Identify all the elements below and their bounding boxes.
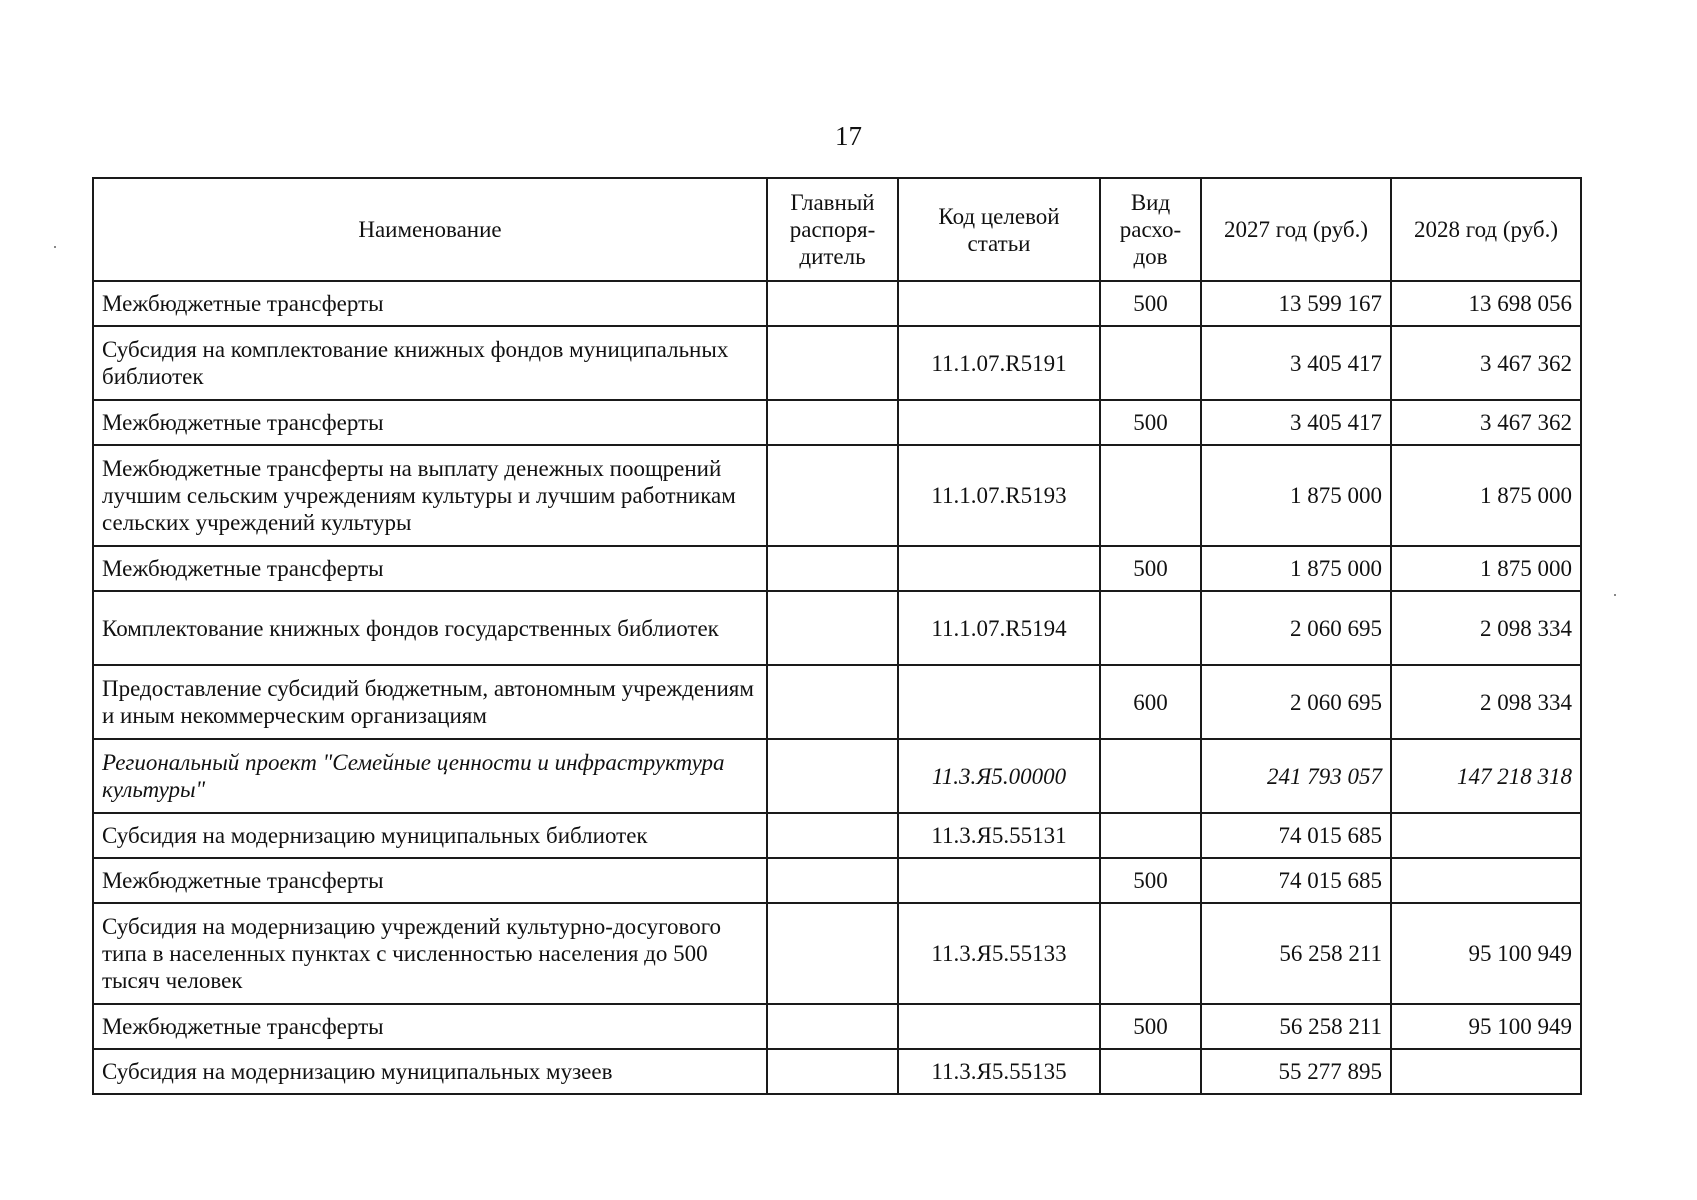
header-main-manager: Главный распоря-дитель xyxy=(767,178,898,281)
cell-amount-2028: 3 467 362 xyxy=(1391,400,1581,445)
cell-amount-2028: 95 100 949 xyxy=(1391,903,1581,1004)
cell-expense-type xyxy=(1100,739,1201,813)
cell-amount-2027: 2 060 695 xyxy=(1201,665,1391,739)
table-row xyxy=(93,281,1581,326)
table-row xyxy=(93,1004,1581,1049)
cell-target-code: 11.3.Я5.55131 xyxy=(898,813,1100,858)
cell-main-manager xyxy=(767,903,898,1004)
table-row xyxy=(93,665,1581,739)
cell-amount-2027: 1 875 000 xyxy=(1201,546,1391,591)
cell-target-code xyxy=(898,858,1100,903)
header-row xyxy=(93,178,1581,281)
cell-expense-type xyxy=(1100,1049,1201,1094)
cell-main-manager xyxy=(767,326,898,400)
table-row xyxy=(93,903,1581,1004)
cell-target-code: 11.3.Я5.55135 xyxy=(898,1049,1100,1094)
cell-target-code: 11.3.Я5.00000 xyxy=(898,739,1100,813)
cell-main-manager xyxy=(767,858,898,903)
header-year-2027: 2027 год (руб.) xyxy=(1201,178,1391,281)
table-row xyxy=(93,546,1581,591)
header-year-2028: 2028 год (руб.) xyxy=(1391,178,1581,281)
cell-name: Межбюджетные трансферты xyxy=(93,546,767,591)
cell-main-manager xyxy=(767,546,898,591)
cell-amount-2028: 13 698 056 xyxy=(1391,281,1581,326)
table-row xyxy=(93,1049,1581,1094)
cell-amount-2027: 56 258 211 xyxy=(1201,903,1391,1004)
cell-amount-2027: 74 015 685 xyxy=(1201,813,1391,858)
cell-amount-2028: 1 875 000 xyxy=(1391,445,1581,546)
page-number: 17 xyxy=(835,121,862,151)
cell-amount-2027: 241 793 057 xyxy=(1201,739,1391,813)
cell-main-manager xyxy=(767,1004,898,1049)
table-row xyxy=(93,591,1581,665)
cell-main-manager xyxy=(767,665,898,739)
cell-amount-2027: 3 405 417 xyxy=(1201,326,1391,400)
cell-expense-type xyxy=(1100,813,1201,858)
cell-name: Межбюджетные трансферты на выплату денежных поощрений лучшим сельским учреждениям культуры и лучшим работникам сельских учреждений культуры xyxy=(93,445,767,546)
cell-expense-type xyxy=(1100,445,1201,546)
cell-amount-2027: 13 599 167 xyxy=(1201,281,1391,326)
cell-main-manager xyxy=(767,591,898,665)
cell-amount-2028: 2 098 334 xyxy=(1391,591,1581,665)
cell-name: Субсидия на модернизацию муниципальных музеев xyxy=(93,1049,767,1094)
cell-name: Предоставление субсидий бюджетным, автономным учреждениям и иным некоммерческим организациям xyxy=(93,665,767,739)
cell-main-manager xyxy=(767,1049,898,1094)
scan-dot-right xyxy=(1614,594,1616,596)
cell-name: Межбюджетные трансферты xyxy=(93,1004,767,1049)
cell-expense-type: 500 xyxy=(1100,1004,1201,1049)
cell-target-code xyxy=(898,546,1100,591)
cell-amount-2028: 95 100 949 xyxy=(1391,1004,1581,1049)
cell-amount-2027: 3 405 417 xyxy=(1201,400,1391,445)
cell-main-manager xyxy=(767,400,898,445)
cell-expense-type: 500 xyxy=(1100,546,1201,591)
cell-amount-2028 xyxy=(1391,813,1581,858)
cell-expense-type xyxy=(1100,326,1201,400)
cell-main-manager xyxy=(767,739,898,813)
cell-amount-2027: 1 875 000 xyxy=(1201,445,1391,546)
cell-amount-2027: 55 277 895 xyxy=(1201,1049,1391,1094)
cell-expense-type: 500 xyxy=(1100,281,1201,326)
table-row xyxy=(93,445,1581,546)
table-row xyxy=(93,400,1581,445)
table-row xyxy=(93,326,1581,400)
cell-name: Межбюджетные трансферты xyxy=(93,281,767,326)
budget-table xyxy=(92,177,1582,1095)
cell-amount-2027: 74 015 685 xyxy=(1201,858,1391,903)
cell-amount-2027: 56 258 211 xyxy=(1201,1004,1391,1049)
cell-amount-2028: 147 218 318 xyxy=(1391,739,1581,813)
cell-name: Межбюджетные трансферты xyxy=(93,858,767,903)
cell-amount-2028 xyxy=(1391,1049,1581,1094)
cell-target-code: 11.3.Я5.55133 xyxy=(898,903,1100,1004)
table-row xyxy=(93,813,1581,858)
cell-name: Комплектование книжных фондов государственных библиотек xyxy=(93,591,767,665)
cell-amount-2028: 1 875 000 xyxy=(1391,546,1581,591)
cell-main-manager xyxy=(767,813,898,858)
header-name: Наименование xyxy=(93,178,767,281)
cell-amount-2028: 3 467 362 xyxy=(1391,326,1581,400)
cell-target-code xyxy=(898,665,1100,739)
header-expense-type: Вид расхо-дов xyxy=(1100,178,1201,281)
cell-amount-2028 xyxy=(1391,858,1581,903)
cell-target-code xyxy=(898,1004,1100,1049)
cell-name: Субсидия на комплектование книжных фондов муниципальных библиотек xyxy=(93,326,767,400)
cell-expense-type xyxy=(1100,903,1201,1004)
cell-target-code: 11.1.07.R5193 xyxy=(898,445,1100,546)
cell-target-code xyxy=(898,281,1100,326)
cell-name: Региональный проект "Семейные ценности и инфраструктура культуры" xyxy=(93,739,767,813)
cell-expense-type: 500 xyxy=(1100,858,1201,903)
cell-target-code xyxy=(898,400,1100,445)
cell-main-manager xyxy=(767,281,898,326)
table-row-regional-project xyxy=(93,739,1581,813)
cell-main-manager xyxy=(767,445,898,546)
header-target-code: Код целевой статьи xyxy=(898,178,1100,281)
cell-name: Субсидия на модернизацию учреждений культурно-досугового типа в населенных пунктах с численностью населения до 500 тысяч человек xyxy=(93,903,767,1004)
cell-expense-type xyxy=(1100,591,1201,665)
scan-dot-left xyxy=(54,246,56,248)
cell-expense-type: 500 xyxy=(1100,400,1201,445)
cell-amount-2027: 2 060 695 xyxy=(1201,591,1391,665)
cell-name: Субсидия на модернизацию муниципальных библиотек xyxy=(93,813,767,858)
cell-target-code: 11.1.07.R5194 xyxy=(898,591,1100,665)
cell-amount-2028: 2 098 334 xyxy=(1391,665,1581,739)
cell-name: Межбюджетные трансферты xyxy=(93,400,767,445)
cell-target-code: 11.1.07.R5191 xyxy=(898,326,1100,400)
table-row xyxy=(93,858,1581,903)
cell-expense-type: 600 xyxy=(1100,665,1201,739)
